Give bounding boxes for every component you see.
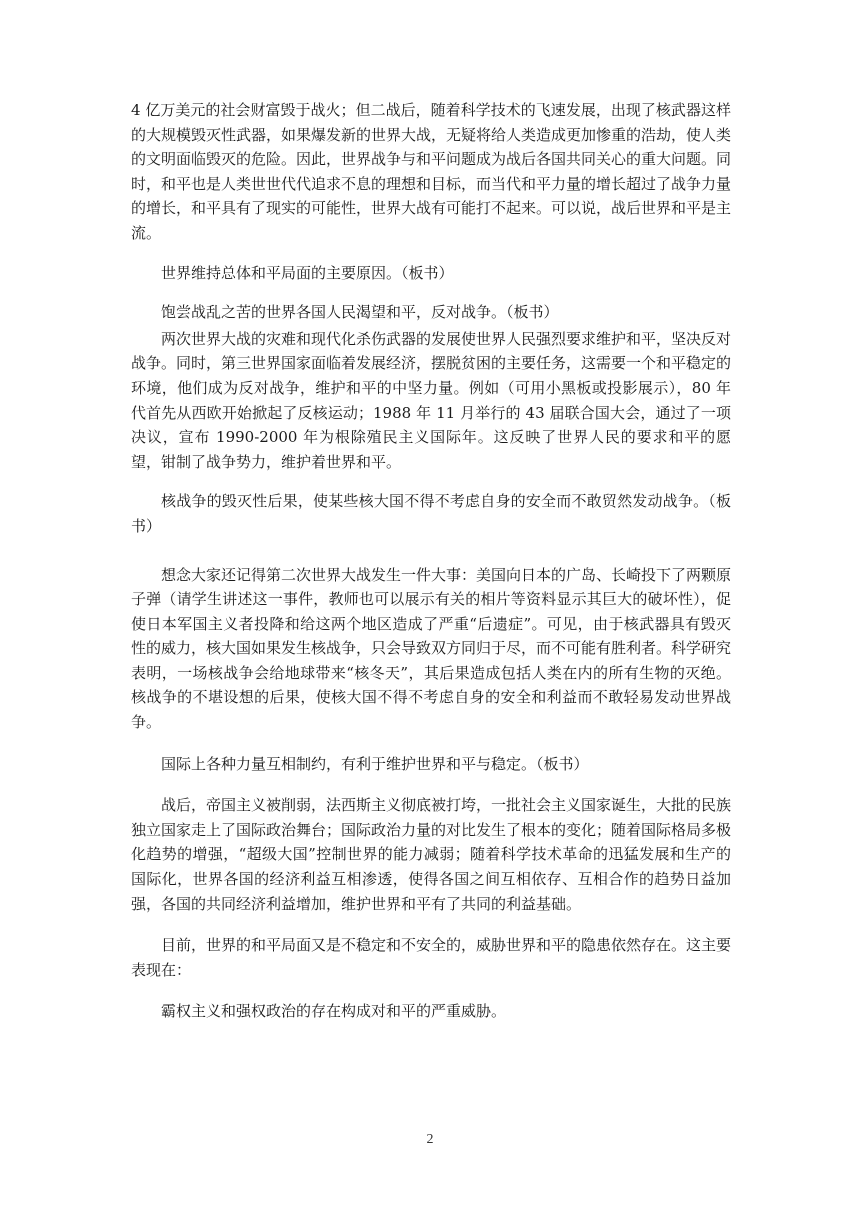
paragraph-current-threats: 目前，世界的和平局面又是不稳定和不安全的，威胁世界和平的隐患依然存在。这主要表现在：	[131, 936, 732, 979]
paragraph-nuclear-war: 想念大家还记得第二次世界大战发生一件大事：美国向日本的广岛、长崎投下了两颗原子弹（请学生讲述这一事件，教师也可以展示有关的相片等资料显示其巨大的破坏性），促使日本军国主义者投降和给这两个地区造成了严重“后遗症”。可见，由于核武器具有毁灭性的威力，核大国如果发生核战争，只会导致双方同归于尽，而不可能有胜利者。科学研究表明，一场核战争会给地球带来“核冬天”，其后果造成包括人类在内的所有生物的灭绝。核战争的不堪设想的后果，使核大国不得不考虑自身的安全和利益而不敢轻易发动世界战争。	[131, 565, 732, 732]
paragraph-continuation: 4 亿万美元的社会财富毁于战火；但二战后，随着科学技术的飞速发展，出现了核武器这样的大规模毁灭性武器，如果爆发新的世界大战，无疑将给人类造成更加惨重的浩劫，使人类的文明面临毁灭的危险。因此，世界战争与和平问题成为战后各国共同关心的重大问题。同时，和平也是人类世世代代追求不息的理想和目标，而当代和平力量的增长超过了战争力量的增长，和平具有了现实的可能性，世界大战有可能打不起来。可以说，战后世界和平是主流。	[131, 101, 732, 242]
heading-hegemonism: 霸权主义和强权政治的存在构成对和平的严重威胁。	[161, 1002, 507, 1021]
page-number: 2	[426, 1132, 434, 1147]
paragraph-people-want-peace: 两次世界大战的灾难和现代化杀伤武器的发展使世界人民强烈要求维护和平，坚决反对战争。同时，第三世界国家面临着发展经济，摆脱贫困的主要任务，这需要一个和平稳定的环境，他们成为反对战争，维护和平的中坚力量。例如（可用小黑板或投影展示），80 年代首先从西欧开始掀起了反核运动；1988 年 11 月举行的 43 届联合国大会，通过了一项决议，宣布 1990-2000 年为根除殖民主义国际年。这反映了世界人民的要求和平的愿望，钳制了战争势力，维护着世界和平。	[131, 329, 732, 471]
heading-people-want-peace: 饱尝战乱之苦的世界各国人民渴望和平，反对战争。（板书）	[161, 303, 559, 322]
heading-main-reasons: 世界维持总体和平局面的主要原因。（板书）	[161, 263, 454, 282]
paragraph-forces-balance: 战后，帝国主义被削弱，法西斯主义彻底被打垮，一批社会主义国家诞生，大批的民族独立国家走上了国际政治舞台；国际政治力量的对比发生了根本的变化；随着国际格局多极化趋势的增强，“超级大国”控制世界的能力减弱；随着科学技术革命的迅猛发展和生产的国际化，世界各国的经济利益互相渗透，使得各国之间互相依存、互相合作的趋势日益加强，各国的共同经济利益增加，维护世界和平有了共同的利益基础。	[131, 796, 732, 913]
page-body	[131, 98, 731, 1024]
heading-nuclear-war-consequences: 核战争的毁灭性后果，使某些核大国不得不考虑自身的安全而不敢贸然发动战争。（板书）	[131, 492, 731, 535]
heading-forces-balance: 国际上各种力量互相制约，有利于维护世界和平与稳定。（板书）	[161, 754, 589, 773]
